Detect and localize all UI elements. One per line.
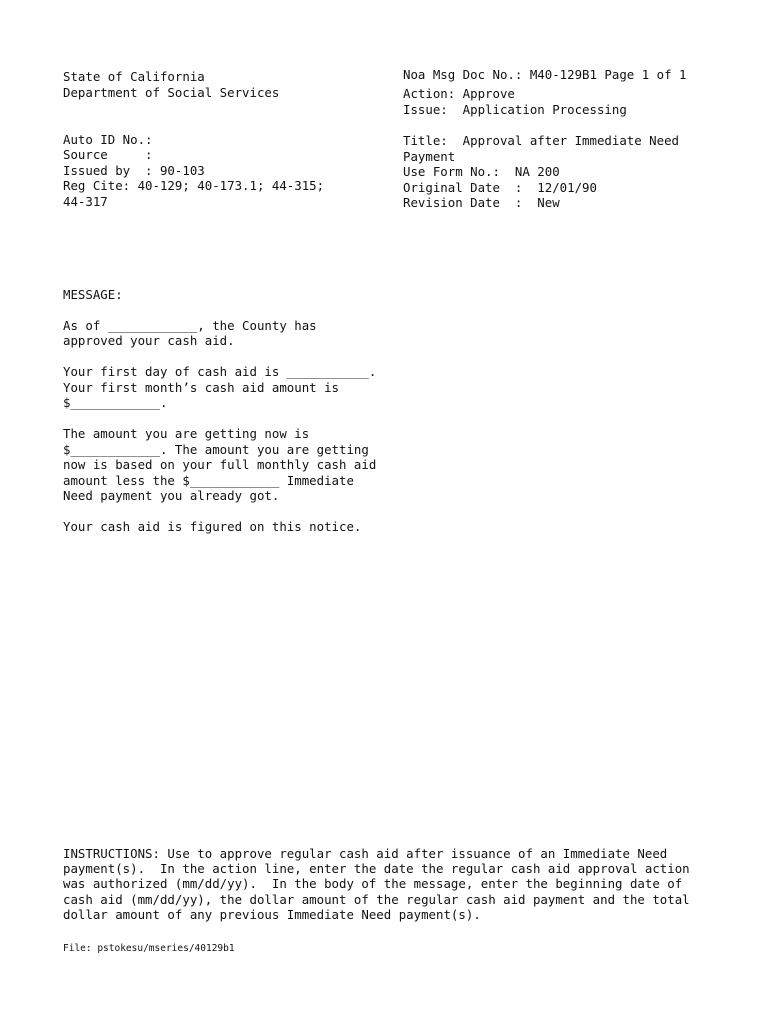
instructions-text: was authorized (mm/dd/yy). In the body of the message, enter the beginning date of (63, 876, 683, 891)
original-date-line: Original Date : 12/01/90 (403, 180, 597, 195)
message-text: As of ____________, the County has (63, 318, 317, 333)
message-heading: MESSAGE: (63, 287, 123, 302)
doc-number-line: Noa Msg Doc No.: M40-129B1 Page 1 of 1 (403, 67, 687, 82)
message-text: The amount you are getting now is (63, 426, 310, 441)
title-continued: Payment (403, 149, 456, 164)
message-text: Your first day of cash aid is ___________. (63, 364, 377, 379)
revision-date-line: Revision Date : New (403, 195, 560, 210)
auto-id-line: Auto ID No.: (63, 132, 153, 147)
reg-cite-line: Reg Cite: 40-129; 40-173.1; 44-315; (63, 178, 325, 193)
instructions-text: cash aid (mm/dd/yy), the dollar amount of the regular cash aid payment and the total (63, 892, 690, 907)
use-form-line: Use Form No.: NA 200 (403, 164, 560, 179)
message-text: Need payment you already got. (63, 488, 280, 503)
message-text: approved your cash aid. (63, 333, 235, 348)
instructions-text: INSTRUCTIONS: Use to approve regular cash aid after issuance of an Immediate Need (63, 846, 668, 861)
action-line: Action: Approve (403, 86, 515, 101)
issue-line: Issue: Application Processing (403, 102, 627, 117)
message-text: $____________. The amount you are getting (63, 442, 369, 457)
reg-cite-continued: 44-317 (63, 194, 108, 209)
instructions-text: payment(s). In the action line, enter the date the regular cash aid approval action (63, 861, 690, 876)
header-department: Department of Social Services (63, 85, 280, 100)
message-text: now is based on your full monthly cash aid (63, 457, 377, 472)
instructions-text: dollar amount of any previous Immediate Need payment(s). (63, 907, 481, 922)
header-state: State of California (63, 69, 205, 84)
issued-by-line: Issued by : 90-103 (63, 163, 205, 178)
message-text: amount less the $____________ Immediate (63, 473, 354, 488)
message-text: Your cash aid is figured on this notice. (63, 519, 362, 534)
message-text: Your first month’s cash aid amount is (63, 380, 340, 395)
message-text: $____________. (63, 395, 168, 410)
source-line: Source : (63, 147, 153, 162)
file-path: File: pstokesu/mseries/40129b1 (63, 943, 235, 954)
title-line: Title: Approval after Immediate Need (403, 133, 680, 148)
